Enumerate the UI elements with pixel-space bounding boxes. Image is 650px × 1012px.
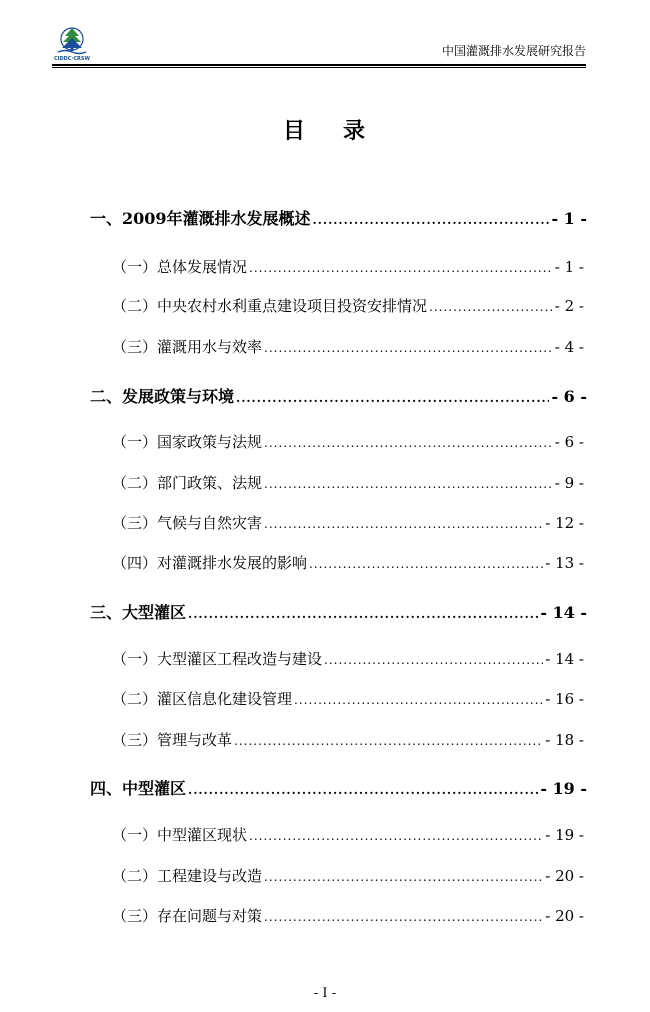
toc-entry-label: （三）管理与改革	[112, 731, 233, 749]
toc-entry-page: - 14 -	[545, 650, 584, 668]
header-divider-thin	[52, 67, 586, 68]
toc-title-first: 目	[282, 118, 307, 144]
dot-leader	[236, 391, 549, 405]
dot-leader	[264, 910, 543, 924]
toc-entry-level2[interactable]	[112, 648, 584, 672]
toc-entry-level1[interactable]	[90, 384, 587, 408]
report-title: 中国灌溉排水发展研究报告	[441, 44, 586, 58]
toc-entry-label: （二）灌区信息化建设管理	[112, 690, 293, 708]
toc-entry-level2[interactable]	[112, 256, 584, 280]
toc-entry-level2[interactable]	[112, 729, 584, 753]
toc-entry-page: - 16 -	[545, 690, 584, 708]
dot-leader	[264, 477, 553, 491]
dot-leader	[264, 436, 553, 450]
toc-entry-page: - 19 -	[545, 826, 584, 844]
dot-leader	[264, 870, 543, 884]
header-divider	[52, 64, 586, 66]
toc-entry-page: - 14 -	[540, 603, 587, 622]
toc-entry-level2[interactable]	[112, 688, 584, 712]
toc-entry-level2[interactable]	[112, 824, 584, 848]
toc-entry-level1[interactable]	[90, 206, 587, 230]
toc-entry-page: - 2 -	[554, 297, 584, 315]
dot-leader	[249, 829, 543, 843]
dot-leader	[313, 213, 550, 227]
toc-entry-label: 四、中型灌区	[90, 779, 187, 798]
dot-leader	[264, 517, 543, 531]
toc-entry-label: 一、2009年灌溉排水发展概述	[90, 209, 311, 228]
toc-entry-level2[interactable]	[112, 295, 584, 319]
dot-leader	[188, 607, 538, 621]
dot-leader	[324, 653, 543, 667]
dot-leader	[429, 300, 553, 314]
toc-entry-level1[interactable]	[90, 600, 587, 624]
dot-leader	[264, 341, 553, 355]
toc-entry-label: （三）气候与自然灾害	[112, 514, 263, 532]
toc-title-second: 录	[343, 118, 368, 144]
toc-entry-page: - 19 -	[540, 779, 587, 798]
dot-leader	[309, 557, 543, 571]
dot-leader	[234, 734, 543, 748]
toc-entry-level2[interactable]	[112, 865, 584, 889]
toc-entry-label: （一）国家政策与法规	[112, 433, 263, 451]
toc-entry-level2[interactable]	[112, 431, 584, 455]
toc-entry-label: （三）存在问题与对策	[112, 907, 263, 925]
toc-entry-page: - 1 -	[551, 209, 587, 228]
toc-entry-page: - 1 -	[554, 258, 584, 276]
dot-leader	[188, 783, 538, 797]
toc-entry-level2[interactable]	[112, 905, 584, 929]
logo-text: CIDDC·CRSW	[53, 56, 91, 62]
dot-leader	[249, 261, 553, 275]
toc-entry-page: - 12 -	[545, 514, 584, 532]
organization-logo-icon	[52, 26, 92, 64]
toc-entry-page: - 20 -	[545, 907, 584, 925]
toc-entry-page: - 9 -	[554, 474, 584, 492]
dot-leader	[294, 693, 543, 707]
toc-entry-level2[interactable]	[112, 512, 584, 536]
toc-entry-label: （二）中央农村水利重点建设项目投资安排情况	[112, 297, 428, 315]
toc-entry-level1[interactable]	[90, 776, 587, 800]
toc-entry-label: （一）总体发展情况	[112, 258, 248, 276]
toc-entry-page: - 20 -	[545, 867, 584, 885]
toc-entry-label: （二）部门政策、法规	[112, 474, 263, 492]
toc-entry-label: 三、大型灌区	[90, 603, 187, 622]
toc-entry-level2[interactable]	[112, 336, 584, 360]
toc-entry-label: 二、发展政策与环境	[90, 387, 235, 406]
page-number-footer: - I -	[313, 986, 337, 1001]
toc-entry-label: （一）大型灌区工程改造与建设	[112, 650, 323, 668]
toc-entry-label: （一）中型灌区现状	[112, 826, 248, 844]
toc-entry-page: - 6 -	[551, 387, 587, 406]
toc-entry-label: （二）工程建设与改造	[112, 867, 263, 885]
toc-title	[0, 114, 650, 145]
toc-entry-level2[interactable]	[112, 472, 584, 496]
toc-entry-label: （三）灌溉用水与效率	[112, 338, 263, 356]
toc-entry-label: （四）对灌溉排水发展的影响	[112, 554, 308, 572]
toc-entry-level2[interactable]	[112, 552, 584, 576]
page-header	[52, 24, 588, 66]
toc-entry-page: - 6 -	[554, 433, 584, 451]
toc-entry-page: - 18 -	[545, 731, 584, 749]
toc-entry-page: - 13 -	[545, 554, 584, 572]
toc-entry-page: - 4 -	[554, 338, 584, 356]
